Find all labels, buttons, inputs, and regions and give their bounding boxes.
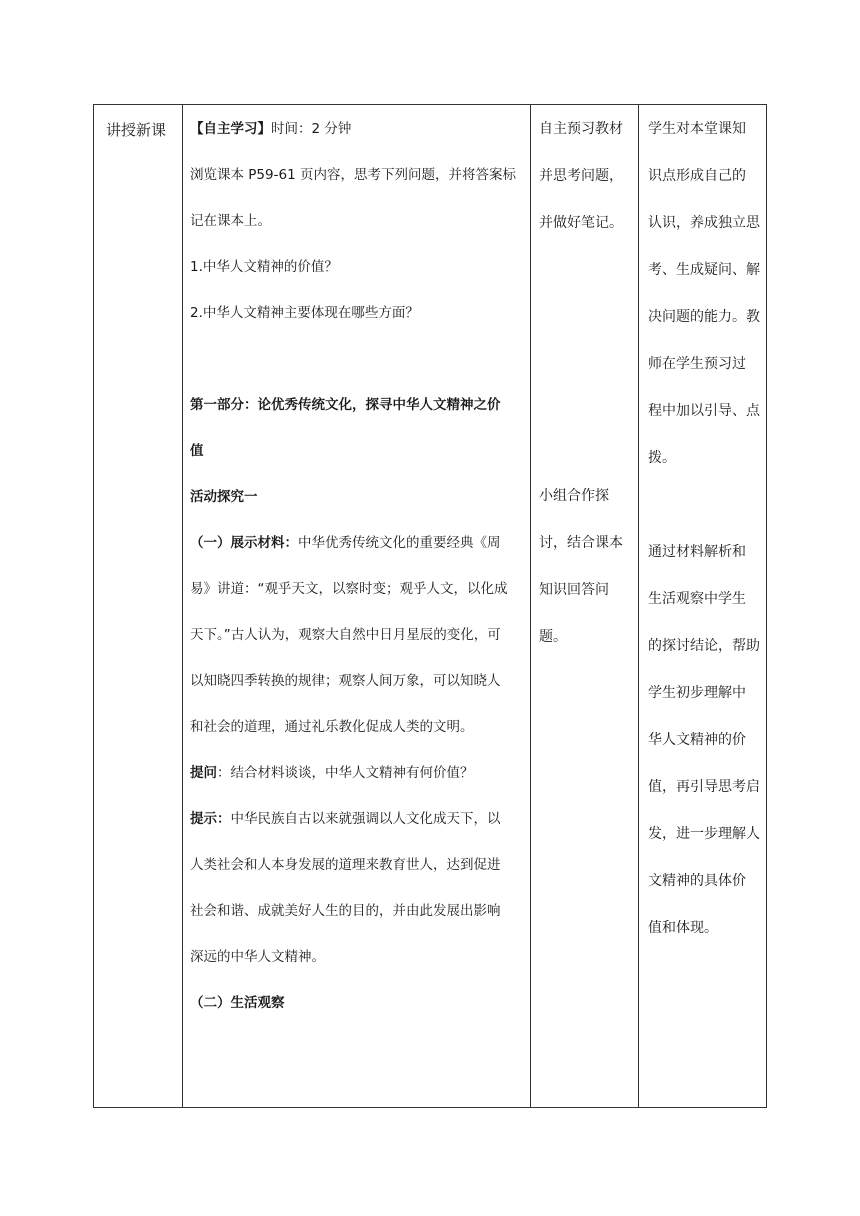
design-intent-line: 值，再引导思考启 xyxy=(648,779,760,795)
hint-line xyxy=(190,809,524,829)
design-intent-line: 师在学生预习过 xyxy=(648,356,746,372)
material-label: （一）展示材料： xyxy=(190,535,298,551)
question-text: ：结合材料谈谈，中华人文精神有何价值？ xyxy=(217,765,474,781)
material-line: 以知晓四季转换的规律；观察人间万象，可以知晓人 xyxy=(190,673,501,689)
design-intent-line: 考、生成疑问、解 xyxy=(648,262,760,278)
design-intent-line: 识点形成自己的 xyxy=(648,168,746,184)
hint-text: 中华民族自古以来就强调以人文化成天下，以 xyxy=(230,811,501,827)
student-activity-line: 题。 xyxy=(539,629,567,645)
design-intent-line: 程中加以引导、点 xyxy=(648,403,760,419)
hint-line: 社会和谐、成就美好人生的目的，并由此发展出影响 xyxy=(190,903,501,919)
design-intent-line: 通过材料解析和 xyxy=(648,544,746,560)
lesson-table xyxy=(93,104,767,1108)
hint-label: 提示： xyxy=(190,811,231,827)
self-study-time: 时间：2 分钟 xyxy=(271,121,352,137)
design-intent-cell xyxy=(639,105,767,965)
question-line xyxy=(190,763,524,783)
question-2: 2.中华人文精神主要体现在哪些方面？ xyxy=(190,305,419,321)
hint-line: 深远的中华人文精神。 xyxy=(190,949,325,965)
design-intent-line: 拨。 xyxy=(648,450,676,466)
part1-heading: 值 xyxy=(190,443,204,459)
design-intent-line: 的探讨结论，帮助 xyxy=(648,638,760,654)
student-activity-line: 知识回答问 xyxy=(539,582,609,598)
self-study-heading xyxy=(190,119,524,139)
student-activity-line: 自主预习教材 xyxy=(539,121,623,137)
student-activity-line: 并做好笔记。 xyxy=(539,215,623,231)
design-intent-line: 学生初步理解中 xyxy=(648,685,746,701)
design-intent-line: 文精神的具体价 xyxy=(648,873,746,889)
material-text: 中华优秀传统文化的重要经典《周 xyxy=(298,535,501,551)
design-intent-line: 发，进一步理解人 xyxy=(648,826,760,842)
self-study-title: 【自主学习】 xyxy=(190,121,271,137)
student-activity-line: 讨，结合课本 xyxy=(539,535,623,551)
material-line: 天下。”古人认为，观察大自然中日月星辰的变化，可 xyxy=(190,627,501,643)
design-intent-line: 值和体现。 xyxy=(648,920,718,936)
intro-line: 记在课本上。 xyxy=(190,213,271,229)
material-line: 和社会的道理，通过礼乐教化促成人类的文明。 xyxy=(190,719,474,735)
student-activity-cell xyxy=(531,105,638,674)
activity-heading: 活动探究一 xyxy=(190,489,258,505)
material-line: 易》讲道：“观乎天文，以察时变；观乎人文，以化成 xyxy=(190,581,508,597)
intro-line: 浏览课本 P59-61 页内容，思考下列问题，并将答案标 xyxy=(190,167,516,183)
part1-heading: 第一部分：论优秀传统文化，探寻中华人文精神之价 xyxy=(190,397,501,413)
hint-line: 人类社会和人本身发展的道理来教育世人，达到促进 xyxy=(190,857,501,873)
design-intent-line: 华人文精神的价 xyxy=(648,732,746,748)
question-label: 提问 xyxy=(190,765,217,781)
design-intent-line: 生活观察中学生 xyxy=(648,591,746,607)
student-activity-line: 并思考问题， xyxy=(539,168,623,184)
question-1: 1.中华人文精神的价值？ xyxy=(190,259,338,275)
material-line xyxy=(190,533,524,553)
design-intent-line: 认识，养成独立思 xyxy=(648,215,760,231)
design-intent-line: 决问题的能力。教 xyxy=(648,309,760,325)
row-label: 讲授新课 xyxy=(106,121,167,139)
student-activity-line: 小组合作探 xyxy=(539,488,609,504)
design-intent-line: 学生对本堂课知 xyxy=(648,121,746,137)
content-cell xyxy=(183,105,530,1039)
row-label-cell xyxy=(94,105,182,140)
life-observation-heading: （二）生活观察 xyxy=(190,995,285,1011)
